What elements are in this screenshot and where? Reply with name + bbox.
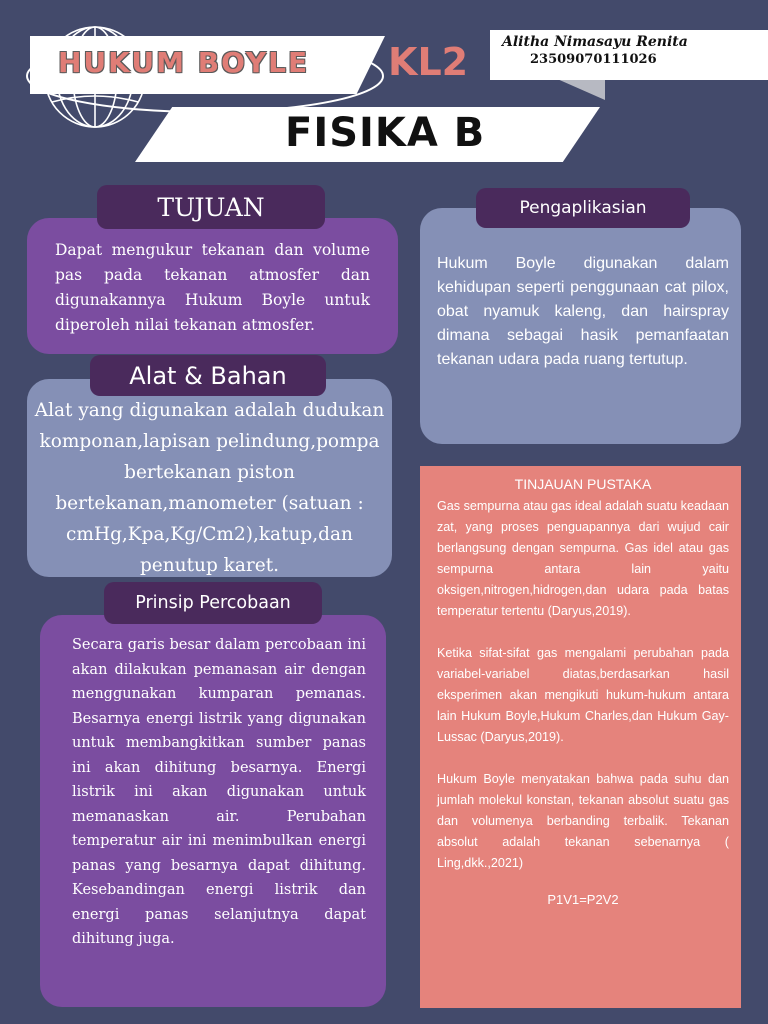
alat-bahan-text: Alat yang digunakan adalah dudukan komponan,lapisan pelindung,pompa bertekanan piston bertekanan,manometer (satuan : cmHg,Kpa,Kg/Cm2),katup,dan penutup karet. — [34, 400, 385, 576]
pengaplikasian-heading: Pengaplikasian — [476, 188, 690, 228]
tinjauan-paragraph-2: Ketika sifat-sifat gas mengalami perubahan pada variabel-variabel diatas,berdasarkan hasil eksperimen akan mengikuti hukum-hukum antara lain Hukum Boyle,Hukum Charles,dan Hukum Gay-Lussac (Daryus,2019). — [437, 646, 729, 744]
boyle-formula: P1V1=P2V2 — [547, 892, 619, 907]
author-name: Alitha Nimasayu Renita — [502, 34, 688, 50]
tujuan-heading: TUJUAN — [97, 185, 325, 229]
prinsip-text: Secara garis besar dalam percobaan ini akan dilakukan pemanasan air dengan menggunakan kumparan pemanas. Besarnya energi listrik yang digunakan untuk membangkitkan sumber panas ini akan dihitung besarnya. Energi listrik ini akan digunakan untuk memanaskan air. Perubahan temperatur air ini menimbulkan energi panas yang besarnya dapat dihitung. Kesebandingan energi listrik dan energi panas selanjutnya dapat dihitung juga. — [72, 637, 366, 947]
author-id: 23509070111026 — [530, 52, 657, 67]
author-banner-tail — [555, 78, 605, 100]
subject-title: FISIKA B — [285, 110, 486, 156]
tinjauan-paragraph-3: Hukum Boyle menyatakan bahwa pada suhu dan jumlah molekul konstan, tekanan absolut suatu gas dan volumenya berbanding terbalik. Tekanan absolut adalah tekanan sebenarnya ( Ling,dkk.,2021) — [437, 772, 729, 870]
pengaplikasian-card — [420, 208, 741, 444]
tinjauan-heading: TINJAUAN PUSTAKA — [514, 476, 652, 492]
tinjauan-paragraph-1: Gas sempurna atau gas ideal adalah suatu keadaan zat, yang proses penguapannya dari wujud cair berlangsung dengan sempurna. Gas idel atau gas sempurna antara lain yaitu oksigen,nitrogen,hidrogen,dan udara pada batas temperatur tertentu (Daryus,2019). — [437, 499, 729, 618]
tujuan-card — [27, 218, 398, 354]
tujuan-text: Dapat mengukur tekanan dan volume pas pada tekanan atmosfer dan digunakannya Hukum Boyle untuk diperoleh nilai tekanan atmosfer. — [55, 241, 370, 334]
prinsip-card — [40, 615, 386, 1007]
prinsip-heading: Prinsip Percobaan — [104, 582, 322, 624]
alat-bahan-card — [27, 379, 392, 577]
alat-bahan-heading: Alat & Bahan — [90, 355, 326, 396]
pengaplikasian-text: Hukum Boyle digunakan dalam kehidupan seperti penggunaan cat pilox, obat nyamuk kaleng, dan hairspray dimana sebagai hasik pemanfaatan tekanan udara pada ruang tertutup. — [437, 255, 729, 368]
tinjauan-pustaka-panel — [420, 466, 741, 1008]
page-title: HUKUM BOYLE — [58, 46, 310, 79]
class-code: KL2 — [388, 40, 469, 84]
